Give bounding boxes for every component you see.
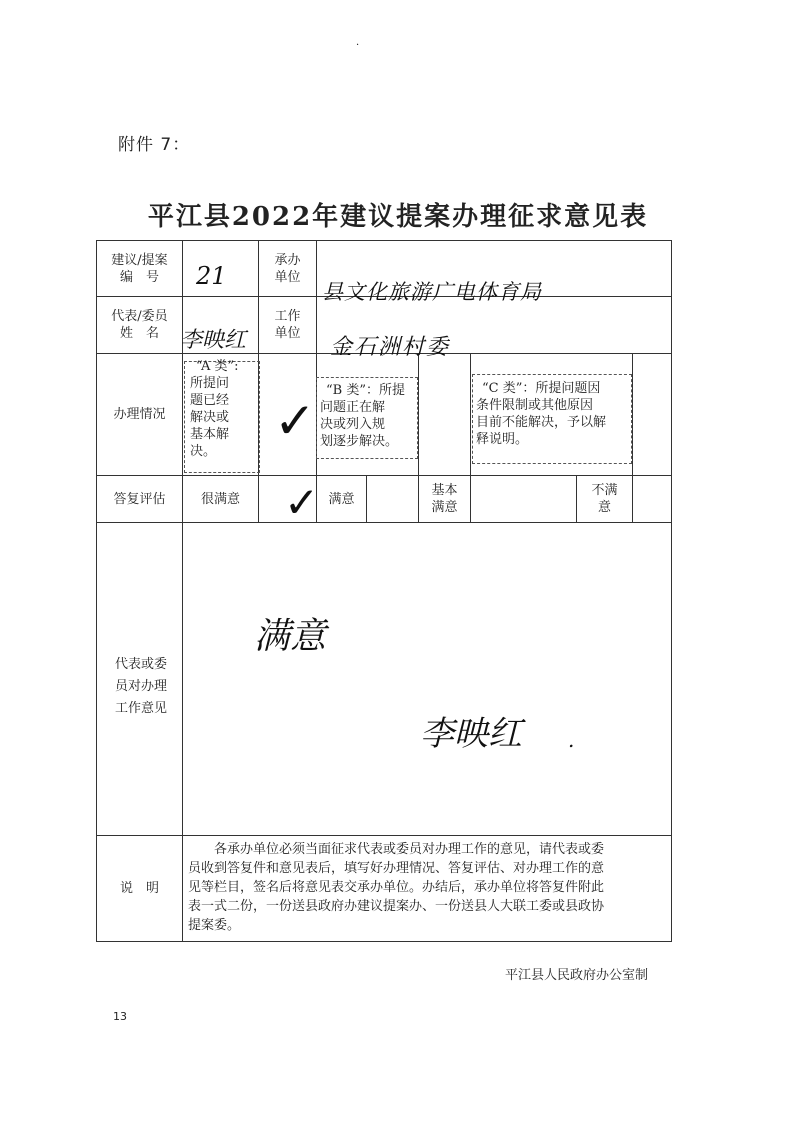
notes-label: 说 明 <box>119 881 159 896</box>
member-name-value: 李映红 <box>180 328 247 353</box>
not-satisfied-option: 不满 意 <box>591 483 618 515</box>
very-satisfied-option: 很满意 <box>200 491 240 507</box>
page-title: 平江县2022年建议提案办理征求意见表 <box>147 202 649 232</box>
category-b-checkmark: ✓ <box>274 392 316 450</box>
category-b-text: “B 类”：所提 问题正在解 决或列入规 划逐步解决。 <box>320 383 405 449</box>
opinion-handwriting: 满意 <box>254 616 327 657</box>
handling-status-label: 办理情况 <box>113 407 166 422</box>
category-c-text: “C 类”：所提问题因 条件限制或其他原因 目前不能解决，予以解 释说明。 <box>476 381 607 447</box>
signature-handwriting: 李映红 <box>420 714 522 754</box>
proposal-number-label: 建议/提案 编 号 <box>111 252 168 285</box>
host-unit-value: 县文化旅游广电体育局 <box>322 280 542 304</box>
scan-speck: · <box>356 40 360 51</box>
page-number: 13 <box>113 1010 127 1023</box>
host-unit-label: 承办 单位 <box>274 252 301 285</box>
work-unit-label: 工作 单位 <box>274 309 301 341</box>
proposal-number-value: 21 <box>196 262 227 290</box>
signature-dot: . <box>568 728 575 752</box>
basic-satisfied-option: 基本 满意 <box>431 483 458 515</box>
satisfied-option: 满意 <box>328 491 355 507</box>
work-opinion-label: 代表或委 员对办理 工作意见 <box>114 657 167 716</box>
category-a-text: “A 类”: 所提问 题已经 解决或 基本解 决。 <box>190 359 239 459</box>
attachment-label: 附件 7： <box>118 135 191 155</box>
member-name-label: 代表/委员 姓 名 <box>111 309 168 341</box>
notes-text: 各承办单位必须当面征求代表或委员对办理工作的意见，请代表或委 员收到答复件和意见表后，填写好办理情况、答复评估、对办理工作的意 见等栏目，签名后将意见表交承办单位。办结后，承办单位将答复件附此 表一式二份，一份送县政府办建议提案办、一份送县人大联工委或县政协 提案委。 <box>188 842 605 933</box>
reply-evaluation-label: 答复评估 <box>113 491 166 507</box>
satisfied-checkmark: ✓ <box>284 478 320 527</box>
work-unit-value: 金石洲村委 <box>330 335 451 360</box>
issuer-footer: 平江县人民政府办公室制 <box>505 968 649 983</box>
